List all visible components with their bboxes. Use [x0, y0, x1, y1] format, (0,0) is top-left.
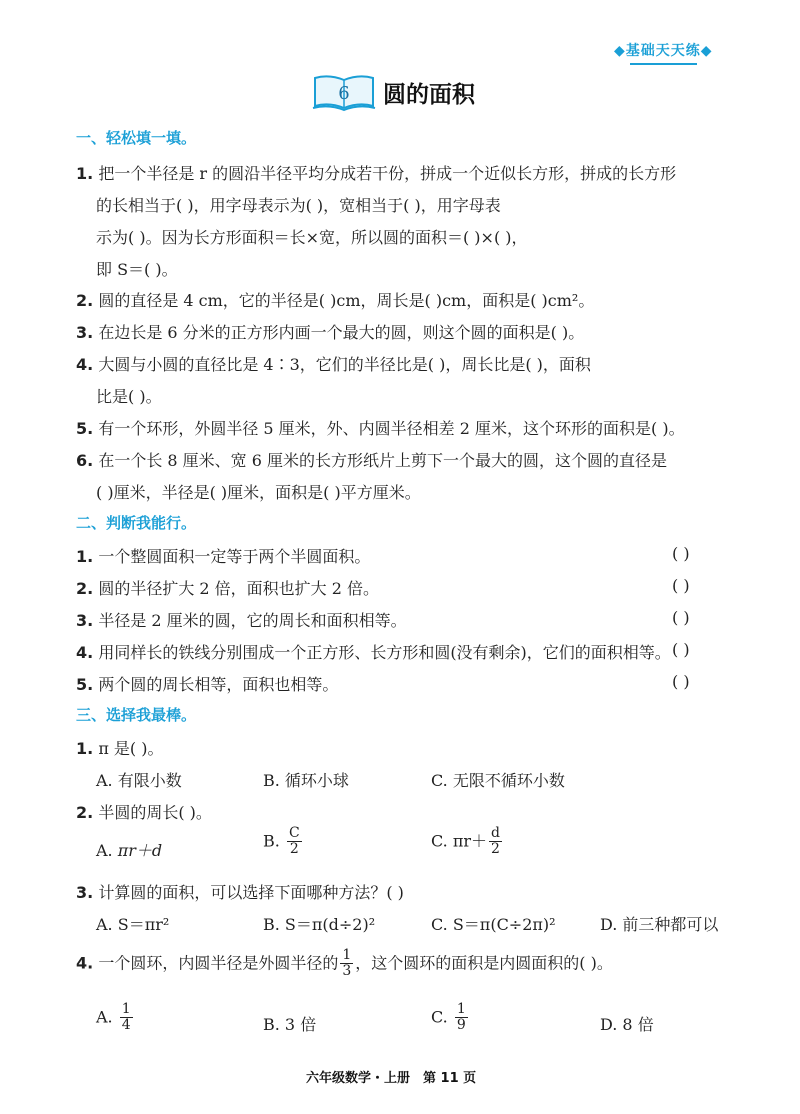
book-icon: [311, 70, 377, 112]
section-heading-fill: 一、轻松填一填。: [76, 129, 197, 147]
choice-3-option-b[interactable]: B. S＝π(d÷2)²: [263, 915, 376, 934]
choice-1-option-c[interactable]: C. 无限不循环小数: [431, 771, 565, 790]
question-6-line-1: 6. 在一个长 8 厘米、宽 6 厘米的长方形纸片上剪下一个最大的圆，这个圆的直径是: [76, 451, 668, 470]
judge-answer-3[interactable]: ( ): [672, 608, 690, 627]
question-3: 3. 在边长是 6 分米的正方形内画一个最大的圆，则这个圆的面积是( )。: [76, 323, 585, 342]
choice-question-3: 3. 计算圆的面积，可以选择下面哪种方法？( ): [76, 883, 404, 902]
choice-3-option-a[interactable]: A. S＝πr²: [96, 915, 170, 934]
choice-1-option-a[interactable]: A. 有限小数: [96, 771, 182, 790]
fraction: $\frac{d}{2}$: [491, 825, 500, 858]
question-1-line-1: 1. 把一个半径是 r 的圆沿半径平均分成若干份，拼成一个近似长方形，拼成的长方形: [76, 164, 677, 183]
question-4-line-2: 比是( )。: [96, 387, 162, 406]
judge-item-1: 1. 一个整圆面积一定等于两个半圆面积。: [76, 547, 371, 566]
page-title: 圆的面积: [383, 82, 475, 108]
question-6-line-2: ( )厘米，半径是( )厘米，面积是( )平方厘米。: [96, 483, 421, 502]
choice-4-option-d[interactable]: D. 8 倍: [600, 1015, 654, 1034]
fraction: $\frac{C}{2}$: [288, 825, 300, 858]
page-footer: 六年级数学・上册 第 11 页: [306, 1071, 477, 1086]
question-2: 2. 圆的直径是 4 cm，它的半径是( )cm，周长是( )cm，面积是( )cm²。: [76, 291, 595, 310]
judge-answer-5[interactable]: ( ): [672, 672, 690, 691]
judge-answer-4[interactable]: ( ): [672, 640, 690, 659]
choice-question-2: 2. 半圆的周长( )。: [76, 803, 212, 822]
section-heading-choice: 三、选择我最棒。: [76, 706, 197, 724]
choice-3-option-d[interactable]: D. 前三种都可以: [600, 915, 719, 934]
judge-item-4: 4. 用同样长的铁线分别围成一个正方形、长方形和圆(没有剩余)，它们的面积相等。: [76, 643, 671, 662]
choice-1-option-b[interactable]: B. 循环小球: [263, 771, 349, 790]
choice-question-1: 1. π 是( )。: [76, 739, 164, 758]
section-heading-judge: 二、判断我能行。: [76, 514, 197, 532]
question-1-line-3: 示为( )。因为长方形面积＝长×宽，所以圆的面积＝( )×( )，: [96, 228, 528, 247]
question-5: 5. 有一个环形，外圆半径 5 厘米，外、内圆半径相差 2 厘米，这个环形的面积是( )。: [76, 419, 685, 438]
judge-answer-1[interactable]: ( ): [672, 544, 690, 563]
lesson-number: 6: [338, 83, 350, 104]
question-4-line-1: 4. 大圆与小圆的直径比是 4∶3，它们的半径比是( )，周长比是( )，面积: [76, 355, 591, 374]
question-1-line-2: 的长相当于( )，用字母表示为( )，宽相当于( )，用字母表: [96, 196, 501, 215]
series-badge: ◆基础天天练◆: [614, 40, 713, 63]
choice-question-4: 4. 一个圆环，内圆半径是外圆半径的 $\frac{1}{3}$ ，这个圆环的面积是内圆面积的( )。: [76, 947, 613, 980]
choice-2-option-b[interactable]: B. $\frac{C}{2}$: [263, 825, 300, 858]
judge-item-2: 2. 圆的半径扩大 2 倍，面积也扩大 2 倍。: [76, 579, 380, 598]
fraction: $\frac{1}{4}$: [121, 1001, 131, 1034]
judge-item-5: 5. 两个圆的周长相等，面积也相等。: [76, 675, 339, 694]
judge-answer-2[interactable]: ( ): [672, 576, 690, 595]
fraction: $\frac{1}{3}$: [342, 947, 352, 980]
choice-4-option-a[interactable]: A. $\frac{1}{4}$: [96, 1001, 131, 1034]
judge-item-3: 3. 半径是 2 厘米的圆，它的周长和面积相等。: [76, 611, 407, 630]
choice-4-option-b[interactable]: B. 3 倍: [263, 1015, 317, 1034]
question-1-line-4: 即 S＝( )。: [96, 260, 178, 279]
choice-4-option-c[interactable]: C. $\frac{1}{9}$: [431, 1001, 466, 1034]
choice-2-option-a[interactable]: A. πr＋d: [96, 841, 163, 860]
choice-2-option-c[interactable]: C. πr＋ $\frac{d}{2}$: [431, 825, 500, 858]
fraction: $\frac{1}{9}$: [456, 1001, 466, 1034]
choice-3-option-c[interactable]: C. S＝π(C÷2π)²: [431, 915, 556, 934]
